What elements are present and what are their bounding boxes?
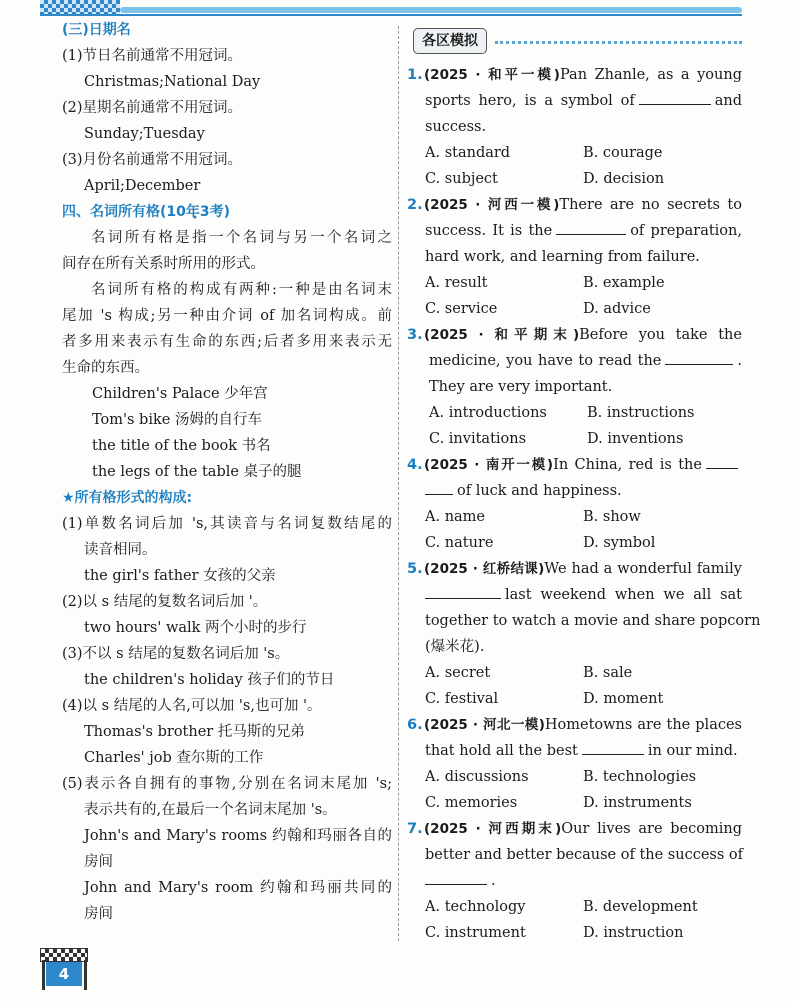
section-title-date-nouns: (三)日期名 (62, 22, 131, 38)
question-text: In China, red is the (553, 457, 702, 473)
option-c[interactable]: C. subject (425, 171, 498, 187)
question-source: (2025 · 河北一模) (424, 717, 545, 733)
flag-pole (84, 960, 87, 990)
option-d[interactable]: D. symbol (583, 535, 656, 551)
checkered-pattern (40, 0, 120, 15)
question-text: They are very important. (429, 379, 613, 395)
option-b[interactable]: B. technologies (583, 769, 697, 785)
form-4-line1: (4)以 s 结尾的人名,可以加 's,也可加 '。 (62, 698, 322, 714)
question-text: of luck and happiness. (457, 483, 622, 499)
form-1-line1: (1)单数名词后加 's,其读音与名词复数结尾的 (62, 516, 392, 532)
example-3: April;December (84, 178, 201, 194)
option-d[interactable]: D. decision (583, 171, 665, 187)
rule-2: (2)星期名前通常不用冠词。 (62, 100, 243, 116)
example-2: Sunday;Tuesday (84, 126, 205, 142)
header-rule (40, 14, 742, 16)
form-5-line2: 表示共有的,在最后一个名词末尾加 's。 (84, 802, 337, 818)
form-4-example: Charles' job 查尔斯的工作 (84, 750, 264, 766)
question-source: (2025 · 河西期末) (424, 821, 562, 837)
para2-line1: 名词所有格的构成有两种:一种是由名词末 (91, 282, 392, 298)
option-b[interactable]: B. courage (583, 145, 663, 161)
option-d[interactable]: D. instruments (583, 795, 692, 811)
option-b[interactable]: B. sale (583, 665, 633, 681)
question-source: (2025 · 红桥结课) (424, 561, 545, 577)
column-divider (398, 26, 399, 941)
question-source: (2025 · 和平一模) (424, 67, 560, 83)
option-b[interactable]: B. example (583, 275, 665, 291)
option-d[interactable]: D. advice (583, 301, 651, 317)
form-5-example: John and Mary's room 约翰和玛丽共同的 (84, 880, 392, 896)
question-text: hard work, and learning from failure. (425, 249, 700, 265)
possessive-example: the legs of the table 桌子的腿 (92, 464, 302, 480)
option-b[interactable]: B. development (583, 899, 698, 915)
question-text: of preparation, (630, 223, 742, 239)
question-text: (爆米花). (425, 639, 485, 655)
para1-line2: 间存在所有关系时所用的形式。 (62, 256, 265, 272)
answer-blank[interactable] (425, 478, 453, 495)
question-text: . (491, 873, 496, 889)
question-text: success. (425, 119, 487, 135)
header-stripe (120, 7, 742, 13)
option-a[interactable]: A. name (425, 509, 486, 525)
question-text: Our lives are becoming (561, 821, 742, 837)
question-text: There are no secrets to (559, 197, 742, 213)
section-title-possessive (62, 199, 392, 225)
form-5-example: 房间 (84, 906, 113, 922)
answer-blank[interactable] (706, 452, 738, 469)
option-a[interactable]: A. result (425, 275, 488, 291)
question-number: 1. (407, 67, 423, 83)
option-a[interactable]: A. introductions (429, 405, 547, 421)
possessive-example: Children's Palace 少年宫 (92, 386, 268, 402)
possessive-title-main: 四、名词所有格( (62, 204, 167, 220)
answer-blank[interactable] (582, 738, 644, 755)
answer-blank[interactable] (665, 348, 733, 365)
question-4 (407, 452, 742, 556)
option-c[interactable]: C. service (425, 301, 498, 317)
answer-blank[interactable] (425, 868, 487, 885)
option-c[interactable]: C. memories (425, 795, 518, 811)
possessive-example: the title of the book 书名 (92, 438, 271, 454)
dotted-rule (495, 41, 742, 44)
option-a[interactable]: A. discussions (425, 769, 529, 785)
option-d[interactable]: D. inventions (587, 431, 684, 447)
option-b[interactable]: B. instructions (587, 405, 695, 421)
question-source: (2025 · 和平期末) (424, 327, 580, 343)
flag-pole (42, 960, 45, 990)
answer-blank[interactable] (425, 582, 501, 599)
question-number: 4. (407, 457, 423, 473)
form-5-example: John's and Mary's rooms 约翰和玛丽各自的 (84, 828, 392, 844)
question-text: that hold all the best (425, 743, 578, 759)
form-5-line1: (5)表示各自拥有的事物,分别在名词末尾加 's; (62, 776, 392, 792)
question-text: last weekend when we all sat (505, 587, 742, 603)
possessive-example: Tom's bike 汤姆的自行车 (92, 412, 262, 428)
option-c[interactable]: C. nature (425, 535, 494, 551)
practice-section-header (422, 17, 742, 62)
question-text: Hometowns are the places (544, 717, 742, 733)
option-b[interactable]: B. show (583, 509, 641, 525)
possessive-title-close: ) (223, 204, 231, 220)
question-text: better and better because of the success of (425, 847, 744, 863)
form-1-line2: 读音相同。 (84, 542, 157, 558)
form-5-example: 房间 (84, 854, 113, 870)
question-text: together to watch a movie and share popcorn (425, 613, 761, 629)
right-column (407, 17, 761, 946)
question-source: (2025 · 南开一模) (424, 457, 554, 473)
question-number: 3. (407, 327, 423, 343)
question-number: 6. (407, 717, 423, 733)
para2-line4: 生命的东西。 (62, 360, 149, 376)
checkered-flag-icon (40, 948, 88, 962)
question-source: (2025 · 河西一模) (424, 197, 560, 213)
exam-frequency: 10年3考 · (166, 199, 223, 225)
page-footer (40, 948, 90, 990)
question-number: 5. (407, 561, 423, 577)
question-5 (407, 556, 761, 712)
option-a[interactable]: A. standard (425, 145, 511, 161)
form-3-example: the children's holiday 孩子们的节日 (84, 672, 335, 688)
question-number: 2. (407, 197, 423, 213)
option-c[interactable]: C. invitations (429, 431, 527, 447)
para1-line1: 名词所有格是指一个名词与另一个名词之 (91, 230, 392, 246)
rule-1: (1)节日名前通常不用冠词。 (62, 48, 243, 64)
question-text: medicine, you have to read the (429, 353, 662, 369)
question-text: sports hero, is a symbol of (425, 93, 635, 109)
question-text: Before you take the (579, 327, 742, 343)
option-d[interactable]: D. instruction (583, 925, 684, 941)
option-c[interactable]: C. festival (425, 691, 499, 707)
section-label: 各区模拟 (413, 28, 487, 54)
top-decoration (40, 0, 742, 17)
para2-line2: 尾加 's 构成;另一种由介词 of 加名词构成。前 (62, 308, 392, 324)
form-3-line1: (3)不以 s 结尾的复数名词后加 's。 (62, 646, 290, 662)
form-2-example: two hours' walk 两个小时的步行 (84, 620, 307, 636)
form-1-example: the girl's father 女孩的父亲 (84, 568, 276, 584)
answer-blank[interactable] (639, 88, 711, 105)
option-c[interactable]: C. instrument (425, 925, 526, 941)
question-text: We had a wonderful family (544, 561, 742, 577)
question-1 (407, 62, 742, 192)
form-2-line1: (2)以 s 结尾的复数名词后加 '。 (62, 594, 268, 610)
option-a[interactable]: A. secret (425, 665, 491, 681)
page-number: 4 (46, 962, 82, 986)
form-4-example: Thomas's brother 托马斯的兄弟 (84, 724, 305, 740)
question-text: . (737, 353, 742, 369)
question-number: 7. (407, 821, 423, 837)
question-6 (407, 712, 742, 816)
question-3 (407, 322, 742, 452)
left-column (62, 17, 392, 927)
possessive-forms-title: ★所有格形式的构成: (62, 490, 193, 506)
option-d[interactable]: D. moment (583, 691, 664, 707)
para2-line3: 者多用来表示有生命的东西;后者多用来表示无 (62, 334, 392, 350)
question-text: Pan Zhanle, as a young (559, 67, 742, 83)
question-7 (407, 816, 744, 946)
question-text: in our mind. (647, 743, 738, 759)
question-2 (407, 192, 742, 322)
question-text: and (714, 93, 742, 109)
rule-3: (3)月份名前通常不用冠词。 (62, 152, 243, 168)
question-text: success. It is the (425, 223, 553, 239)
answer-blank[interactable] (556, 218, 626, 235)
option-a[interactable]: A. technology (425, 899, 526, 915)
example-1: Christmas;National Day (84, 74, 261, 90)
